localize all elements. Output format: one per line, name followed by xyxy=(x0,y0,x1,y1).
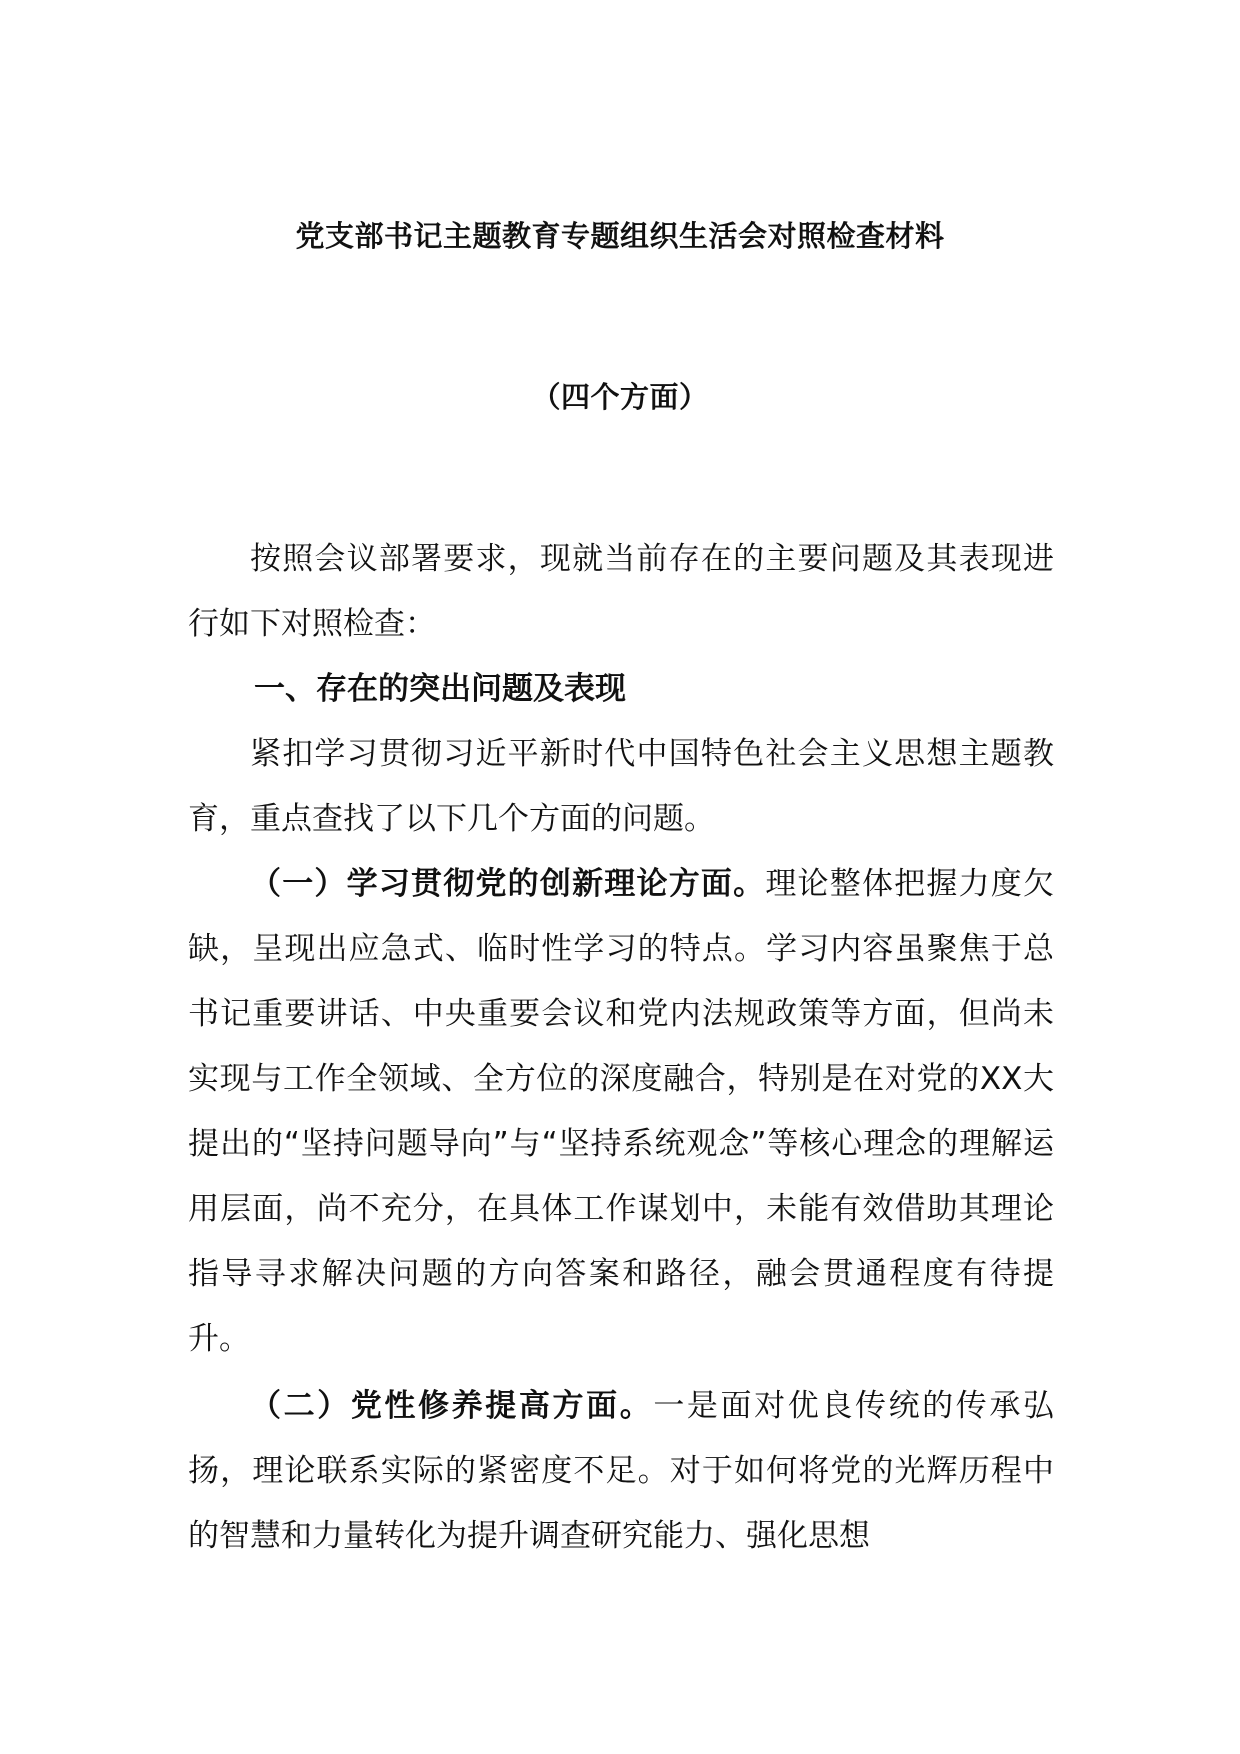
section-heading: 一、存在的突出问题及表现 xyxy=(254,671,626,707)
item-2-paragraph xyxy=(188,1374,1054,1569)
document-title: 党支部书记主题教育专题组织生活会对照检查材料 xyxy=(295,219,945,253)
document-subtitle: （四个方面） xyxy=(531,380,709,414)
item-1-heading: （一）学习贯彻党的创新理论方面。 xyxy=(250,866,766,902)
item-1-paragraph xyxy=(188,852,1054,1372)
section-intro-paragraph: 紧扣学习贯彻习近平新时代中国特色社会主义思想主题教育，重点查找了以下几个方面的问题。 xyxy=(188,736,1054,837)
item-2-text: 一是面对优良传统的传承弘扬，理论联系实际的紧密度不足。对于如何将党的光辉历程中的智慧和力量转化为提升调查研究能力、强化思想 xyxy=(188,1388,1055,1554)
item-2-heading: （二）党性修养提高方面。 xyxy=(250,1388,654,1424)
intro-paragraph: 按照会议部署要求，现就当前存在的主要问题及其表现进行如下对照检查： xyxy=(188,541,1054,642)
item-1-text: 理论整体把握力度欠缺，呈现出应急式、临时性学习的特点。学习内容虽聚焦于总书记重要讲话、中央重要会议和党内法规政策等方面，但尚未实现与工作全领域、全方位的深度融合，特别是在对党的XX大提出的“坚持问题导向”与“坚持系统观念”等核心理念的理解运用层面，尚不充分，在具体工作谋划中，未能有效借助其理论指导寻求解决问题的方向答案和路径，融会贯通程度有待提升。 xyxy=(188,866,1055,1357)
